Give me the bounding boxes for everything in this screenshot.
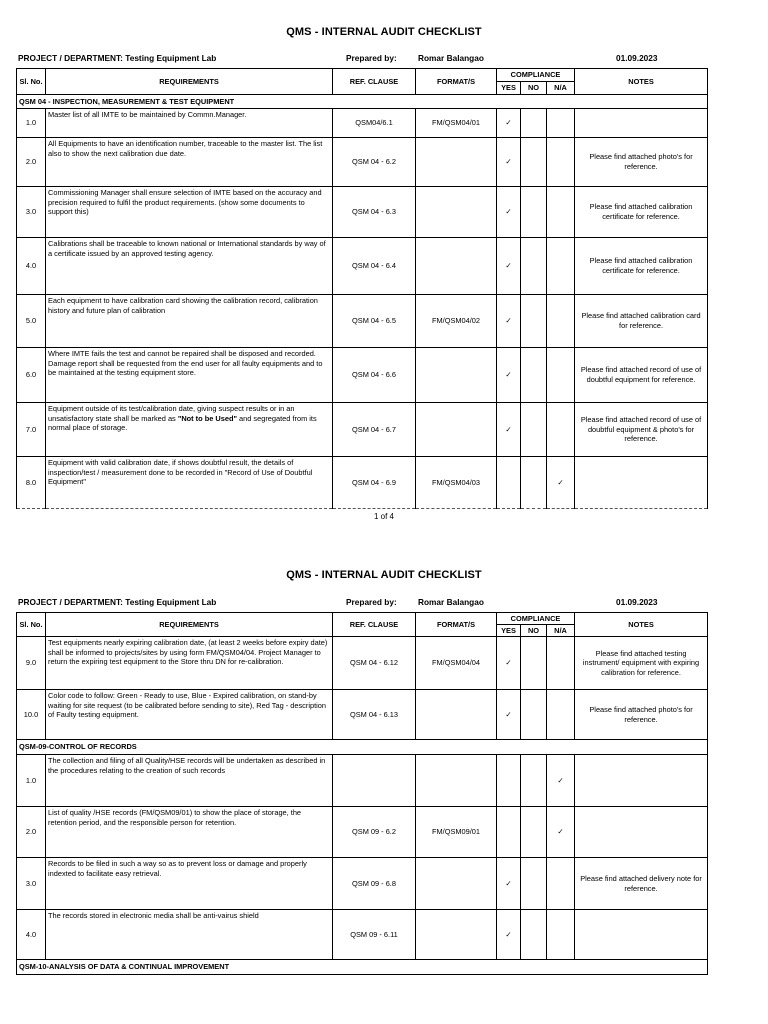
table-body-page-2a <box>17 637 708 740</box>
ref-clause-cell: QSM 04 - 6.3 <box>333 187 416 238</box>
compliance-na-cell <box>547 138 575 187</box>
requirement-cell: Test equipments nearly expiring calibration date, (at least 2 weeks before expiry date) shall be informed to projects/sites by using form FM/QSM04/04. Project Manager to return the expiring test equipment to the Store thru DN for re-calibration. <box>46 637 333 690</box>
format-cell <box>416 910 497 960</box>
table-row <box>17 755 708 807</box>
col-header-requirements: REQUIREMENTS <box>46 69 333 95</box>
compliance-yes-cell <box>497 138 521 187</box>
serial-number-cell: 2.0 <box>17 138 46 187</box>
compliance-na-cell <box>547 637 575 690</box>
requirement-cell: The records stored in electronic media shall be anti-vairus shield <box>46 910 333 960</box>
compliance-yes-cell <box>497 910 521 960</box>
ref-clause-cell: QSM 04 - 6.5 <box>333 295 416 348</box>
format-cell: FM/QSM04/02 <box>416 295 497 348</box>
compliance-no-cell <box>521 295 547 348</box>
document-date: 01.09.2023 <box>616 53 658 63</box>
format-cell: FM/QSM04/01 <box>416 109 497 138</box>
requirement-cell: Records to be filed in such a way so as to prevent loss or damage and properly indexted to facilitate easy retrieval. <box>46 858 333 910</box>
section-header-qsm09: QSM-09-CONTROL OF RECORDS <box>17 740 708 755</box>
document-date: 01.09.2023 <box>616 597 658 607</box>
serial-number-cell: 1.0 <box>17 755 46 807</box>
compliance-na-cell <box>547 690 575 740</box>
col-header-ref-clause: REF. CLAUSE <box>333 613 416 637</box>
compliance-no-cell <box>521 187 547 238</box>
section-header-qsm04: QSM 04 - INSPECTION, MEASUREMENT & TEST EQUIPMENT <box>17 95 708 109</box>
col-header-compliance: COMPLIANCE <box>497 613 575 625</box>
serial-number-cell: 3.0 <box>17 858 46 910</box>
notes-cell <box>575 755 708 807</box>
compliance-na-cell <box>547 858 575 910</box>
project-label: PROJECT / DEPARTMENT: Testing Equipment Lab <box>18 597 217 607</box>
check-mark-icon: ✓ <box>557 827 564 837</box>
notes-cell: Please find attached calibration card for reference. <box>575 295 708 348</box>
compliance-no-cell <box>521 755 547 807</box>
compliance-no-cell <box>521 637 547 690</box>
notes-cell: Please find attached calibration certificate for reference. <box>575 187 708 238</box>
ref-clause-cell: QSM 04 - 6.6 <box>333 348 416 403</box>
compliance-no-cell <box>521 109 547 138</box>
prepared-by-name: Romar Balangao <box>418 597 484 607</box>
compliance-no-cell <box>521 910 547 960</box>
requirement-cell: Equipment with valid calibration date, if shows doubtful result, the details of inspection/test / measurement done to be recorded in "Record of Use of Doubtful Equipment" <box>46 457 333 509</box>
check-mark-icon: ✓ <box>557 477 564 487</box>
notes-cell: Please find attached delivery note for reference. <box>575 858 708 910</box>
audit-table-2 <box>16 612 708 975</box>
notes-cell: Please find attached testing instrument/ equipment with expiring calibration for reference. <box>575 637 708 690</box>
notes-cell <box>575 109 708 138</box>
col-header-notes: NOTES <box>575 613 708 637</box>
serial-number-cell: 3.0 <box>17 187 46 238</box>
check-mark-icon: ✓ <box>505 157 512 167</box>
compliance-na-cell <box>547 295 575 348</box>
compliance-no-cell <box>521 858 547 910</box>
requirement-cell: Where IMTE fails the test and cannot be repaired shall be disposed and recorded. Damage report shall be requested from the end user for all faulty equipments and to be maintained at the testing equipment store. <box>46 348 333 403</box>
table-row <box>17 238 708 295</box>
format-cell: FM/QSM04/04 <box>416 637 497 690</box>
check-mark-icon: ✓ <box>505 424 512 434</box>
serial-number-cell: 9.0 <box>17 637 46 690</box>
requirement-cell: Color code to follow: Green - Ready to use, Blue - Expired calibration, on stand-by waiting for site request (to be calibrated before sending to site), Red Tag - description of Faulty testing equipment. <box>46 690 333 740</box>
requirement-emphasis: "Not to be Used" <box>177 413 237 423</box>
compliance-na-cell <box>547 755 575 807</box>
format-cell <box>416 187 497 238</box>
compliance-na-cell <box>547 910 575 960</box>
format-cell <box>416 403 497 457</box>
serial-number-cell: 2.0 <box>17 807 46 858</box>
check-mark-icon: ✓ <box>505 929 512 939</box>
table-row <box>17 187 708 238</box>
notes-cell <box>575 807 708 858</box>
check-mark-icon: ✓ <box>505 370 512 380</box>
compliance-na-cell <box>547 807 575 858</box>
table-row <box>17 858 708 910</box>
table-row <box>17 910 708 960</box>
check-mark-icon: ✓ <box>505 709 512 719</box>
col-header-ref-clause: REF. CLAUSE <box>333 69 416 95</box>
col-header-compliance: COMPLIANCE <box>497 69 575 82</box>
format-cell <box>416 755 497 807</box>
check-mark-icon: ✓ <box>557 775 564 785</box>
page-title: QMS - INTERNAL AUDIT CHECKLIST <box>286 26 482 38</box>
requirement-cell: List of quality /HSE records (FM/QSM09/01) to show the place of storage, the retention period, and the responsible person for retention. <box>46 807 333 858</box>
compliance-no-cell <box>521 138 547 187</box>
table-row <box>17 807 708 858</box>
prepared-by-label: Prepared by: <box>346 597 397 607</box>
ref-clause-cell: QSM 04 - 6.12 <box>333 637 416 690</box>
check-mark-icon: ✓ <box>505 207 512 217</box>
check-mark-icon: ✓ <box>505 658 512 668</box>
ref-clause-cell <box>333 755 416 807</box>
notes-cell: Please find attached photo's for reference. <box>575 690 708 740</box>
notes-cell <box>575 457 708 509</box>
compliance-na-cell <box>547 457 575 509</box>
col-header-requirements: REQUIREMENTS <box>46 613 333 637</box>
prepared-by-label: Prepared by: <box>346 53 397 63</box>
requirement-text: Equipment outside of its test/calibration date, giving suspect results or in an unsatisfactory state shall be marked as <box>48 404 295 423</box>
compliance-na-cell <box>547 348 575 403</box>
col-header-na: N/A <box>547 82 575 95</box>
serial-number-cell: 7.0 <box>17 403 46 457</box>
format-cell <box>416 348 497 403</box>
format-cell <box>416 690 497 740</box>
table-body-page-1 <box>17 109 708 509</box>
compliance-yes-cell <box>497 187 521 238</box>
compliance-yes-cell <box>497 858 521 910</box>
table-row <box>17 295 708 348</box>
ref-clause-cell: QSM04/6.1 <box>333 109 416 138</box>
compliance-no-cell <box>521 690 547 740</box>
col-header-yes: YES <box>497 82 521 95</box>
col-header-na: N/A <box>547 625 575 637</box>
page-title: QMS - INTERNAL AUDIT CHECKLIST <box>286 569 482 581</box>
col-header-format: FORMAT/S <box>416 69 497 95</box>
notes-cell: Please find attached photo's for reference. <box>575 138 708 187</box>
section-header-qsm10: QSM-10-ANALYSIS OF DATA & CONTINUAL IMPROVEMENT <box>17 960 708 975</box>
col-header-sl: Sl. No. <box>17 69 46 95</box>
serial-number-cell: 5.0 <box>17 295 46 348</box>
compliance-na-cell <box>547 238 575 295</box>
table-row <box>17 637 708 690</box>
format-cell <box>416 858 497 910</box>
requirement-cell <box>46 403 333 457</box>
table-row <box>17 109 708 138</box>
check-mark-icon: ✓ <box>505 118 512 128</box>
compliance-yes-cell <box>497 690 521 740</box>
serial-number-cell: 8.0 <box>17 457 46 509</box>
compliance-na-cell <box>547 403 575 457</box>
format-cell: FM/QSM04/03 <box>416 457 497 509</box>
ref-clause-cell: QSM 09 - 6.8 <box>333 858 416 910</box>
col-header-no: NO <box>521 82 547 95</box>
requirement-cell: Calibrations shall be traceable to known national or International standards by way of a certificate issued by an approved testing agency. <box>46 238 333 295</box>
serial-number-cell: 1.0 <box>17 109 46 138</box>
compliance-yes-cell <box>497 403 521 457</box>
notes-cell: Please find attached calibration certificate for reference. <box>575 238 708 295</box>
compliance-na-cell <box>547 109 575 138</box>
compliance-no-cell <box>521 807 547 858</box>
compliance-yes-cell <box>497 295 521 348</box>
table-body-page-2b <box>17 755 708 960</box>
ref-clause-cell: QSM 04 - 6.9 <box>333 457 416 509</box>
compliance-yes-cell <box>497 637 521 690</box>
serial-number-cell: 10.0 <box>17 690 46 740</box>
project-label: PROJECT / DEPARTMENT: Testing Equipment Lab <box>18 53 217 63</box>
ref-clause-cell: QSM 04 - 6.13 <box>333 690 416 740</box>
ref-clause-cell: QSM 09 - 6.2 <box>333 807 416 858</box>
checklist-page-2 <box>0 560 768 1024</box>
table-row <box>17 403 708 457</box>
table-row <box>17 138 708 187</box>
notes-cell <box>575 910 708 960</box>
compliance-no-cell <box>521 457 547 509</box>
page-number: 1 of 4 <box>373 512 394 521</box>
compliance-no-cell <box>521 238 547 295</box>
ref-clause-cell: QSM 04 - 6.4 <box>333 238 416 295</box>
requirement-cell: Each equipment to have calibration card showing the calibration record, calibration history and future plan of calibration <box>46 295 333 348</box>
check-mark-icon: ✓ <box>505 878 512 888</box>
compliance-yes-cell <box>497 755 521 807</box>
check-mark-icon: ✓ <box>505 316 512 326</box>
compliance-yes-cell <box>497 238 521 295</box>
col-header-sl: Sl. No. <box>17 613 46 637</box>
table-row <box>17 348 708 403</box>
compliance-yes-cell <box>497 807 521 858</box>
compliance-yes-cell <box>497 457 521 509</box>
serial-number-cell: 6.0 <box>17 348 46 403</box>
col-header-yes: YES <box>497 625 521 637</box>
notes-cell: Please find attached record of use of doubtful equipment & photo's for reference. <box>575 403 708 457</box>
serial-number-cell: 4.0 <box>17 910 46 960</box>
format-cell <box>416 238 497 295</box>
format-cell <box>416 138 497 187</box>
compliance-no-cell <box>521 348 547 403</box>
col-header-no: NO <box>521 625 547 637</box>
format-cell: FM/QSM09/01 <box>416 807 497 858</box>
audit-table-1 <box>16 68 708 509</box>
requirement-cell: Master list of all IMTE to be maintained by Commn.Manager. <box>46 109 333 138</box>
table-row <box>17 690 708 740</box>
notes-cell: Please find attached record of use of doubtful equipment for reference. <box>575 348 708 403</box>
compliance-yes-cell <box>497 348 521 403</box>
requirement-cell: Commissioning Manager shall ensure selection of IMTE based on the accuracy and precision required to fulfil the product requirements. (show some documents to support this) <box>46 187 333 238</box>
ref-clause-cell: QSM 04 - 6.7 <box>333 403 416 457</box>
serial-number-cell: 4.0 <box>17 238 46 295</box>
prepared-by-name: Romar Balangao <box>418 53 484 63</box>
compliance-na-cell <box>547 187 575 238</box>
col-header-notes: NOTES <box>575 69 708 95</box>
ref-clause-cell: QSM 04 - 6.2 <box>333 138 416 187</box>
requirement-cell: All Equipments to have an identification number, traceable to the master list. The list also to show the next calibration due date. <box>46 138 333 187</box>
compliance-yes-cell <box>497 109 521 138</box>
compliance-no-cell <box>521 403 547 457</box>
col-header-format: FORMAT/S <box>416 613 497 637</box>
requirement-text: and segregated from its normal place of storage. <box>48 413 317 433</box>
table-row <box>17 457 708 509</box>
ref-clause-cell: QSM 09 - 6.11 <box>333 910 416 960</box>
requirement-cell: The collection and filing of all Quality/HSE records will be undertaken as described in the procedures relating to the creation of such records <box>46 755 333 807</box>
check-mark-icon: ✓ <box>505 261 512 271</box>
